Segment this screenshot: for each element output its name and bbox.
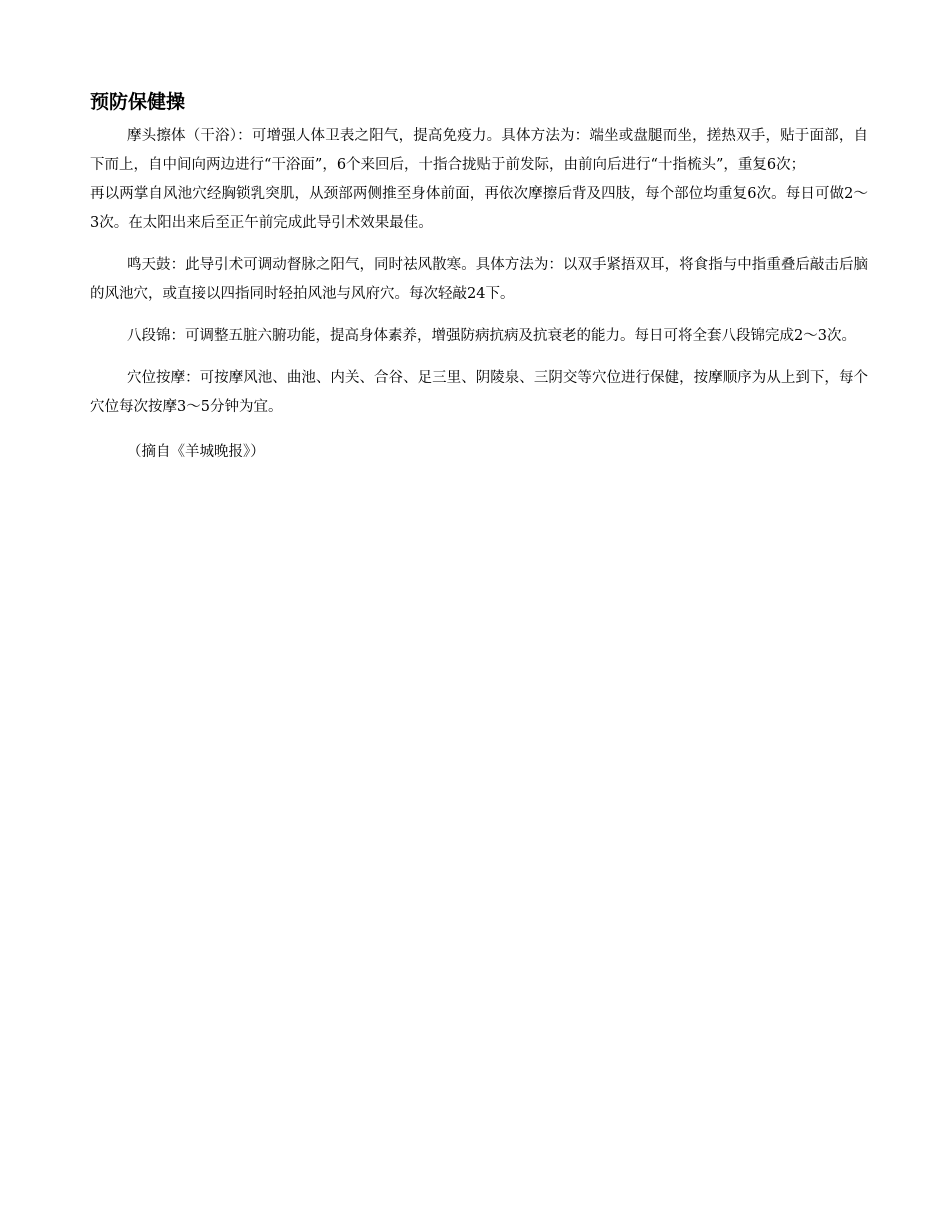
paragraph-baduanjin: 八段锦：可调整五脏六腑功能，提高身体素养，增强防病抗病及抗衰老的能力。每日可将全套八段锦完成2～3次。 bbox=[127, 328, 856, 344]
paragraph-dry-bath: 摩头擦体（干浴）：可增强人体卫表之阳气，提高免疫力。具体方法为：端坐或盘腿而坐，搓热双手，贴于面部，自下而上，自中间向两边进行“干浴面”，6个来回后，十指合拢贴于前发际，由前向后进行“十指梳头”，重复6次； bbox=[90, 128, 868, 173]
article bbox=[90, 88, 868, 467]
paragraph-acupoint-massage: 穴位按摩：可按摩风池、曲池、内关、合谷、足三里、阴陵泉、三阴交等穴位进行保健，按摩顺序为从上到下，每个穴位每次按摩3～5分钟为宜。 bbox=[90, 370, 868, 415]
article-title: 预防保健操 bbox=[90, 91, 186, 113]
paragraph-dry-bath-continued: 再以两掌自风池穴经胸锁乳突肌，从颈部两侧推至身体前面，再依次摩擦后背及四肢，每个部位均重复6次。每日可做2～3次。在太阳出来后至正午前完成此导引术效果最佳。 bbox=[90, 186, 868, 231]
source-citation: （摘自《羊城晚报》） bbox=[127, 444, 265, 460]
paragraph-heavenly-drum: 鸣天鼓：此导引术可调动督脉之阳气，同时祛风散寒。具体方法为：以双手紧捂双耳，将食指与中指重叠后敲击后脑的风池穴，或直接以四指同时轻拍风池与风府穴。每次轻敲24下。 bbox=[90, 257, 868, 302]
